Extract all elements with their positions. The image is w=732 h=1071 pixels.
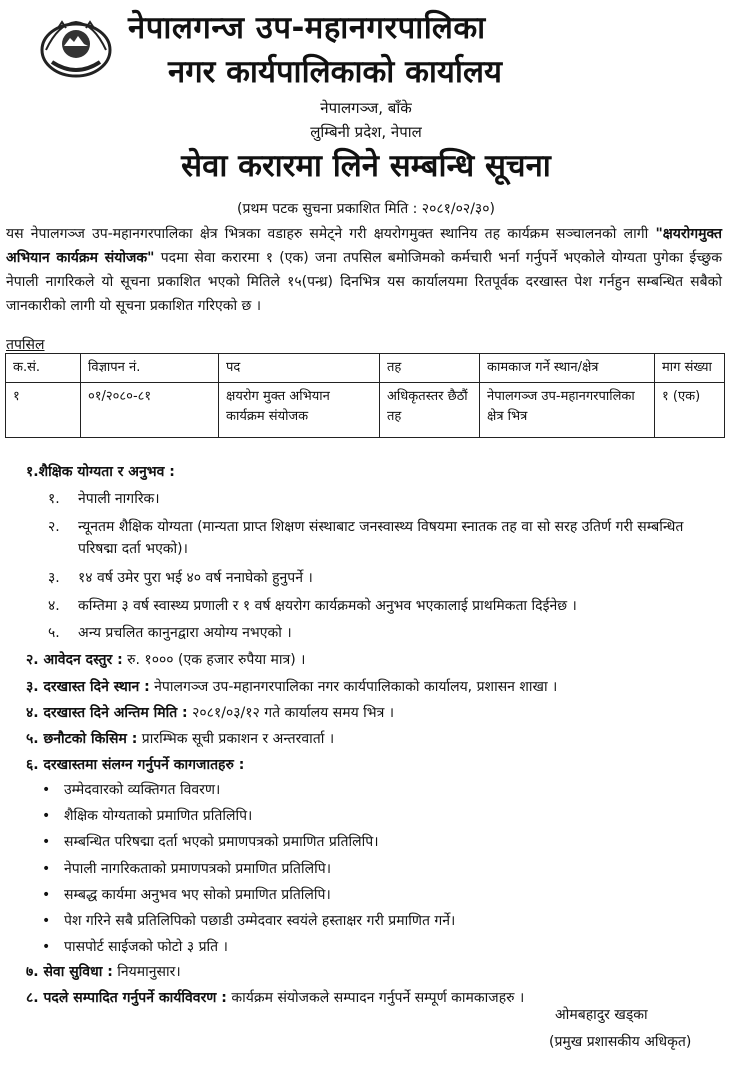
table-header-cell: माग संख्या xyxy=(655,354,725,383)
table-cell: १ (एक) xyxy=(655,383,725,438)
section-5: ५. छनौटको किसिम : प्रारम्भिक सूची प्रकाशन र अन्तरवार्ता । xyxy=(26,731,335,747)
table-header-cell: पद xyxy=(219,354,380,383)
table-header-cell: क.सं. xyxy=(6,354,81,383)
list-item: • सम्बन्धित परिषद्मा दर्ता भएको प्रमाणपत्रको प्रमाणित प्रतिलिपि। xyxy=(42,834,379,850)
office-name-line1: नेपालगन्ज उप-महानगरपालिका xyxy=(128,10,486,46)
section-3: ३. दरखास्त दिने स्थान : नेपालगञ्ज उप-महानगरपालिका नगर कार्यपालिकाको कार्यालय, प्रशासन शाखा । xyxy=(26,679,558,695)
section-6-title: ६. दरखास्तमा संलग्न गर्नुपर्ने कागजातहरु : xyxy=(26,757,245,773)
vacancy-table xyxy=(5,353,725,438)
section-2: २. आवेदन दस्तुर : रु. १००० (एक हजार रुपैया मात्र) । xyxy=(26,652,306,668)
list-item: • पासपोर्ट साईजको फोटो ३ प्रति । xyxy=(42,939,228,955)
nepal-government-emblem-icon xyxy=(38,14,114,78)
table-header-cell: तह xyxy=(380,354,480,383)
signatory-designation: (प्रमुख प्रशासकीय अधिकृत) xyxy=(549,1034,692,1050)
list-item: ३. १४ वर्ष उमेर पुरा भई ४० वर्ष ननाघेको हुनुपर्ने । xyxy=(48,570,313,586)
list-item: • सम्बद्ध कार्यमा अनुभव भए सोको प्रमाणित प्रतिलिपि। xyxy=(42,887,331,903)
section-4: ४. दरखास्त दिने अन्तिम मिति : २०८१/०३/१२ गते कार्यालय समय भित्र । xyxy=(26,705,395,721)
list-item: ५. अन्य प्रचलित कानुनद्वारा अयोग्य नभएको । xyxy=(48,625,292,641)
table-cell: ०१/२०८०-८१ xyxy=(81,383,219,438)
table-cell: १ xyxy=(6,383,81,438)
notice-title: सेवा करारमा लिने सम्बन्धि सूचना xyxy=(181,148,551,184)
table-header-cell: विज्ञापन नं. xyxy=(81,354,219,383)
table-cell: क्षयरोग मुक्त अभियान कार्यक्रम संयोजक xyxy=(219,383,380,438)
list-item: २. न्यूनतम शैक्षिक योग्यता (मान्यता प्राप्त शिक्षण संस्थाबाट जनस्वास्थ्य विषयमा स्नातक तह वा सो सरह उतिर्ण गरी सम्बन्धित परिषद्मा दर्ता भएको)। xyxy=(48,519,684,557)
table-cell: अधिकृतस्तर छैठौं तह xyxy=(380,383,480,438)
table-header-cell: कामकाज गर्ने स्थान/क्षेत्र xyxy=(480,354,655,383)
list-item: १. नेपाली नागरिक। xyxy=(48,491,160,507)
schedule-label: तपसिल xyxy=(6,337,45,353)
table-row xyxy=(6,383,725,438)
section-8: ८. पदले सम्पादित गर्नुपर्ने कार्यविवरण : कार्यक्रम संयोजकले सम्पादन गर्नुपर्ने सम्पूर्ण कामकाजहरु । xyxy=(26,990,525,1006)
list-item: • पेश गरिने सबै प्रतिलिपिको पछाडी उम्मेदवार स्वयंले हस्ताक्षर गरी प्रमाणित गर्ने। xyxy=(42,913,456,929)
list-item: • शैक्षिक योग्यताको प्रमाणित प्रतिलिपि। xyxy=(42,808,253,824)
publication-date: (प्रथम पटक सुचना प्रकाशित मिति : २०८१/०२/३०) xyxy=(237,201,495,217)
list-item: ४. कम्तिमा ३ वर्ष स्वास्थ्य प्रणाली र १ वर्ष क्षयरोग कार्यक्रमको अनुभव भएकालाई प्राथमिकता दिईनेछ । xyxy=(48,598,577,614)
section-1-title: १.शैक्षिक योग्यता र अनुभव : xyxy=(26,464,175,480)
section-7: ७. सेवा सुविधा : नियमानुसार। xyxy=(26,964,181,980)
table-header-row xyxy=(6,354,725,383)
list-item: • नेपाली नागरिकताको प्रमाणपत्रको प्रमाणित प्रतिलिपि। xyxy=(42,861,332,877)
address-line2: लुम्बिनी प्रदेश, नेपाल xyxy=(310,123,422,141)
list-item: • उम्मेदवारको व्यक्तिगत विवरण। xyxy=(42,782,221,798)
office-name-line2: नगर कार्यपालिकाको कार्यालय xyxy=(168,54,502,90)
table-cell: नेपालगञ्ज उप-महानगरपालिका क्षेत्र भित्र xyxy=(480,383,655,438)
position-name: "क्षयरोगमुक्त अभियान कार्यक्रम संयोजक" xyxy=(6,226,722,266)
address-line1: नेपालगञ्ज, बाँके xyxy=(320,99,412,117)
intro-paragraph: यस नेपालगञ्ज उप-महानगरपालिका क्षेत्र भित्रका वडाहरु समेट्ने गरी क्षयरोगमुक्त स्थानिय तह कार्यक्रम सञ्चालनको लागी "क्षयरोगमुक्त अभियान कार्यक्रम संयोजक" पदमा सेवा करारमा १ (एक) जना तपसिल बमोजिमको कर्मचारी भर्ना गर्नुपर्ने भएकोले योग्यता पुगेका ईच्छुक नेपाली नागरिकले यो सूचना प्रकाशित भएको मितिले १५(पन्ध्र) दिनभित्र यस कार्यालयमा रितपूर्वक दरखास्त पेश गर्नहुन सम्बन्धित सबैको जानकारीको लागी यो सूचना प्रकाशित गरिएको छ । xyxy=(6,226,723,314)
signatory-name: ओमबहादुर खड्का xyxy=(555,1007,648,1023)
